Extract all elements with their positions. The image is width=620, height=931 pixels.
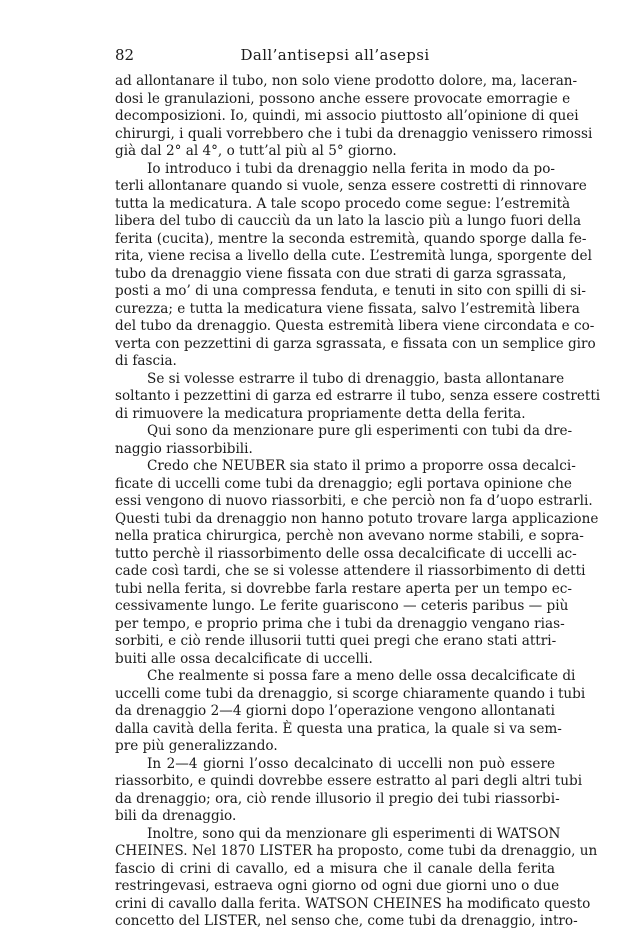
text-line: di rimuovere la medicatura propriamente detta della ferita. — [115, 405, 526, 422]
text-line: tutta la medicatura. A tale scopo procedo come segue: l’estremità — [115, 195, 571, 212]
page-header — [115, 46, 555, 68]
text-line: soltanto i pezzettini di garza ed estrarre il tubo, senza essere costretti — [115, 388, 601, 404]
text-line: terli allontanare quando si vuole, senza essere costretti di rinnovare — [115, 178, 587, 194]
text-line: CHEINES. Nel 1870 LISTER ha proposto, come tubi da drenaggio, un — [115, 843, 598, 859]
text-line: del tubo da drenaggio. Questa estremità libera viene circondata e co- — [115, 318, 595, 334]
text-line: decomposizioni. Io, quindi, mi associo piuttosto all’opinione di quei — [115, 108, 579, 124]
text-line: uccelli come tubi da drenaggio, si scorge chiaramente quando i tubi — [115, 685, 586, 702]
text-line: verta con pezzettini di garza sgrassata, e fissata con un semplice giro — [115, 335, 596, 352]
body-text — [115, 73, 601, 931]
text-line: bili da drenaggio. — [115, 808, 237, 824]
running-title: Dall’antisepsi all’asepsi — [240, 46, 430, 64]
text-line: Se si volesse estrarre il tubo di drenaggio, basta allontanare — [147, 370, 565, 387]
text-line: tubi nella ferita, si dovrebbe farla restare aperta per un tempo ec- — [115, 580, 573, 597]
text-line: ficate di uccelli come tubi da drenaggio; egli portava opinione che — [115, 475, 572, 492]
text-line: dosi le granulazioni, possono anche essere provocate emorragie e — [115, 90, 571, 107]
text-line: ad allontanare il tubo, non solo viene prodotto dolore, ma, laceran- — [115, 73, 578, 89]
text-line: curezza; e tutta la medicatura viene fissata, salvo l’estremità libera — [115, 300, 580, 317]
text-line: fascio di crini di cavallo, ed a misura che il canale della ferita — [115, 860, 555, 877]
text-line: naggio riassorbibili. — [115, 440, 253, 457]
text-line: concetto del LISTER, nel senso che, come tubi da drenaggio, intro- — [115, 913, 578, 929]
text-line: posti a mo’ di una compressa fenduta, e tenuti in sito con spilli di si- — [115, 283, 587, 299]
text-line: Che realmente si possa fare a meno delle ossa decalcificate di — [147, 668, 576, 684]
page-number: 82 — [115, 46, 135, 64]
text-line: dalla cavità della ferita. È questa una pratica, la quale si va sem- — [115, 720, 562, 737]
text-line: restringevasi, estraeva ogni giorno od ogni due giorni uno o due — [115, 878, 560, 894]
text-line: di fascia. — [115, 353, 177, 369]
text-line: Questi tubi da drenaggio non hanno potuto trovare larga applicazione — [115, 510, 599, 527]
text-line: In 2—4 giorni l’osso decalcinato di uccelli non può essere — [147, 755, 555, 772]
text-line: Inoltre, sono qui da menzionare gli esperimenti di WATSON — [147, 825, 561, 842]
text-line: rita, viene recisa a livello della cute. L’estremità lunga, sporgente del — [115, 248, 592, 264]
text-line: Credo che NEUBER sia stato il primo a proporre ossa decalci- — [147, 458, 576, 474]
text-line: buiti alle ossa decalcificate di uccelli. — [115, 650, 373, 667]
text-line: per tempo, e proprio prima che i tubi da drenaggio vengano rias- — [115, 615, 565, 632]
text-line: Qui sono da menzionare pure gli esperimenti con tubi da dre- — [147, 423, 573, 439]
text-line: sorbiti, e ciò rende illusorii tutti quei pregi che erano stati attri- — [115, 633, 557, 649]
text-line: crini di cavallo dalla ferita. WATSON CHEINES ha modificato questo — [115, 895, 591, 912]
text-line: da drenaggio 2—4 giorni dopo l’operazione vengono allontanati — [115, 703, 555, 719]
text-line: essi vengono di nuovo riassorbiti, e che perciò non fa d’uopo estrarli. — [115, 493, 593, 509]
text-line: tubo da drenaggio viene fissata con due strati di garza sgrassata, — [115, 265, 567, 282]
text-line: nella pratica chirurgica, perchè non avevano norme stabili, e sopra- — [115, 528, 584, 544]
text-line: ferita (cucita), mentre la seconda estremità, quando sporge dalla fe- — [115, 230, 587, 247]
text-line: cessivamente lungo. Le ferite guariscono — ceteris paribus — più — [115, 598, 569, 614]
text-line: chirurgi, i quali vorrebbero che i tubi da drenaggio venissero rimossi — [115, 125, 593, 142]
text-line: tutto perchè il riassorbimento delle ossa decalcificate di uccelli ac- — [115, 545, 577, 562]
text-line: libera del tubo di caucciù da un lato la lascio più a lungo fuori della — [115, 213, 582, 229]
text-line: pre più generalizzando. — [115, 738, 278, 754]
text-line: riassorbito, e quindi dovrebbe essere estratto al pari degli altri tubi — [115, 773, 583, 789]
text-line: già dal 2° al 4°, o tutt’al più al 5° giorno. — [115, 143, 397, 159]
text-line: da drenaggio; ora, ciò rende illusorio il pregio dei tubi riassorbi- — [115, 790, 560, 807]
text-line: Io introduco i tubi da drenaggio nella ferita in modo da po- — [147, 160, 555, 177]
text-line: cade così tardi, che se si volesse attendere il riassorbimento di detti — [115, 563, 586, 579]
